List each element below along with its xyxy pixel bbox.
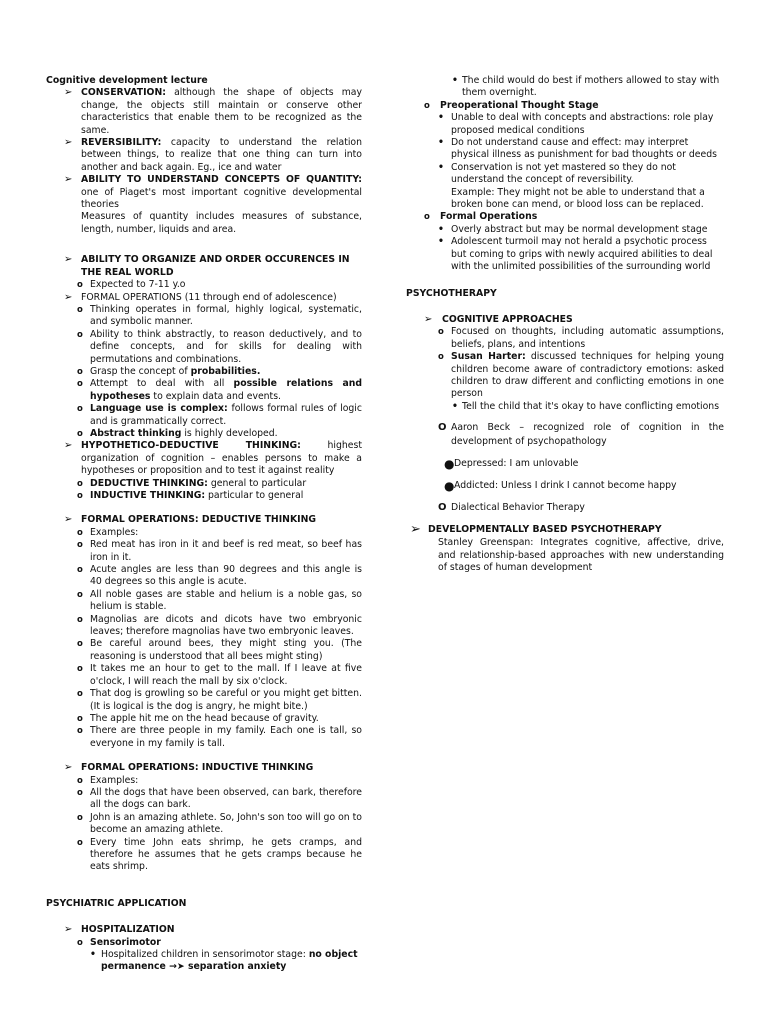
list-item: o Examples: [77,774,139,786]
circle-bullet-icon: o [77,527,83,538]
arrow-bullet-icon: ➢ [64,762,73,774]
dot-bullet-icon: • [452,75,458,86]
right-arrow-icon: →➤ [169,961,185,973]
circle-bullet-icon: o [77,366,83,377]
circle-bullet-icon: O [438,502,447,514]
preop-example: Example: They might not be able to understand that a broken bone can mend, or blood loss can be replaced. [451,186,705,211]
hypothetico-item: ➢ HYPOTHETICO-DEDUCTIVE THINKING: highest organization of cognition – enables persons to make a hypotheses or proposition and to test it against reality [64,440,362,477]
deductive-list [46,527,362,750]
arrow-bullet-icon: ➢ [64,291,73,303]
list-item: o Acute angles are less than 90 degrees and this angle is 40 degrees so this angle is acute. [77,564,362,588]
list-item: o That dog is growling so be careful or you might get bitten. (It is logical is the dog is angry, he might bite.) [77,688,362,712]
cognitive-approaches-heading: ➢ COGNITIVE APPROACHES [424,313,573,325]
list-item: o There are three people in my family. Each one is tall, so everyone in my family is tall. [77,725,362,749]
psychiatric-heading: PSYCHIATRIC APPLICATION [46,897,187,909]
circle-bullet-icon: o [77,379,83,390]
formal-ops-heading: ➢ FORMAL OPERATIONS (11 through end of adolescence) [64,291,337,303]
preop-heading: o Preoperational Thought Stage [424,99,599,111]
circle-bullet-icon: o [77,565,83,576]
list-item: o Red meat has iron in it and beef is red meat, so beef has iron in it. [77,539,362,563]
developmental-heading: ➢ DEVELOPMENTALLY BASED PSYCHOTHERAPY [410,522,662,538]
circle-bullet-icon: o [77,478,83,489]
formal-bullet: • Overly abstract but may be normal development stage [438,223,708,235]
arrow-bullet-icon: ➢ [64,924,73,936]
formal-ops-item: o Language use is complex: follows formal rules of logic and is grammatically correct. [77,403,362,427]
circle-bullet-icon: o [77,775,83,786]
right-column [406,75,724,574]
reversibility-item: ➢ REVERSIBILITY: capacity to understand the relation between things, to realize that one thing can turn into another and back again. Eg., ice and water [64,137,362,173]
left-column [46,75,362,974]
developmental-text: Stanley Greenspan: Integrates cognitive, affective, drive, and relationship-based approaches with new understanding of stages of human development [438,537,724,573]
preop-bullet: • Do not understand cause and effect: may interpret physical illness as punishment for bad thoughts or deeds [438,137,717,161]
preop-bullet: • Conservation is not yet mastered so they do not understand the concept of reversibility. [438,161,676,186]
organize-heading: ➢ ABILITY TO ORGANIZE AND ORDER OCCURENCES IN THE REAL WORLD [64,254,350,278]
inductive-list [46,775,362,874]
formal-heading: o Formal Operations [424,211,538,223]
arrow-bullet-icon: ➢ [64,87,73,99]
hospitalization-heading: ➢ HOSPITALIZATION [64,924,175,936]
list-item: o Magnolias are dicots and dicots have two embryonic leaves; therefore magnolias have two embryonic leaves. [77,613,362,638]
circle-bullet-icon: o [438,352,444,363]
arrow-bullet-icon: ➢ [424,313,433,325]
circle-bullet-icon: o [77,664,83,675]
lecture-title: Cognitive development lecture [46,75,208,86]
cognitive-item: o Susan Harter: discussed techniques for helping young children become aware of contradictory emotions: asked children to draw different and conflicting emotions in one person [438,351,724,400]
circle-bullet-icon: o [424,100,430,111]
dot-bullet-icon: • [438,112,444,124]
sensorimotor-bullet: • Hospitalized children in sensorimotor stage: no object permanence →➤ separation anxiety [90,949,358,973]
inductive-thinking-item: o INDUCTIVE THINKING: particular to general [77,490,304,501]
dot-bullet-icon: • [438,137,444,149]
dot-bullet-icon: • [438,236,444,248]
preop-bullet: • Unable to deal with concepts and abstractions: role play proposed medical conditions [438,112,714,136]
beck-bullet: ● Depressed: I am unlovable [444,457,579,472]
psychotherapy-heading: PSYCHOTHERAPY [406,287,497,299]
circle-bullet-icon: o [77,404,83,415]
quantity-item: ➢ ABILITY TO UNDERSTAND CONCEPTS OF QUANTITY: one of Piaget's most important cognitive developmental theories Measures of quantity includes measures of substance, length, number, liquids and area. [64,174,362,235]
conservation-item: ➢ CONSERVATION: although the shape of objects may change, the objects still maintain or conserve other characteristics that enable them to be recognized as the same. [64,87,362,136]
formal-ops-item: o Thinking operates in formal, highly logical, systematic, and symbolic manner. [77,303,362,328]
arrow-bullet-icon: ➢ [64,254,73,266]
dot-bullet-icon: • [438,223,444,235]
formal-ops-item: o Attempt to deal with all possible relations and hypotheses to explain data and events. [77,378,362,402]
dot-bullet-icon: • [90,949,96,960]
list-item: o The apple hit me on the head because of gravity. [77,712,319,724]
quantity-measures: Measures of quantity includes measures of substance, length, number, liquids and area. [81,211,362,235]
dot-bullet-icon: • [452,400,458,412]
circle-bullet-icon: O [438,422,447,434]
circle-bullet-icon: o [77,589,83,600]
circle-bullet-icon: o [77,689,83,700]
arrow-bullet-icon: ➢ [64,137,73,149]
arrow-bullet-icon: ➢ [64,440,73,452]
list-item: o John is an amazing athlete. So, John's son too will go on to become an amazing athlete. [77,811,362,836]
list-item: o Every time John eats shrimp, he gets cramps, and therefore he assumes that he gets cramps because he eats shrimp. [77,836,362,873]
inductive-heading: ➢ FORMAL OPERATIONS: INDUCTIVE THINKING [64,762,314,774]
formal-bullet: • Adolescent turmoil may not herald a psychotic process but coming to grips with newly acquired abilities to deal with the unlimited possibilities of the surrounding world [438,236,713,273]
circle-bullet-icon: o [77,491,83,501]
organize-expected: o Expected to 7-11 y.o [77,279,186,291]
circle-bullet-icon: o [77,280,83,291]
circle-bullet-icon: o [77,787,83,798]
beck-bullet: ● Addicted: Unless I drink I cannot become happy [444,479,677,494]
list-item: o All noble gases are stable and helium is a noble gas, so helium is stable. [77,588,362,613]
formal-ops-item: o Grasp the concept of probabilities. [77,365,261,377]
circle-bullet-icon: o [77,837,83,848]
arrow-bullet-icon: ➢ [64,514,73,526]
circle-bullet-icon: o [424,212,430,223]
cognitive-item: o Focused on thoughts, including automatic assumptions, beliefs, plans, and intentions [438,326,724,350]
sensorimotor-heading: o Sensorimotor [77,936,161,948]
formal-ops-item: o Abstract thinking is highly developed. [77,427,278,439]
circle-bullet-icon: o [77,937,83,948]
circle-bullet-icon: o [77,726,83,737]
list-item: o It takes me an hour to get to the mall. If I leave at five o'clock, I will reach the mall by six o'clock. [77,663,362,687]
deductive-heading: ➢ FORMAL OPERATIONS: DEDUCTIVE THINKING [64,514,317,526]
list-item: o Be careful around bees, they might sting you. (The reasoning is understood that all bees might sting) [77,638,362,662]
deductive-thinking-item: o DEDUCTIVE THINKING: general to particular [77,477,307,489]
circle-bullet-icon: o [77,639,83,650]
harter-bullet: • Tell the child that it's okay to have conflicting emotions [452,400,720,412]
circle-bullet-icon: o [77,428,83,439]
circle-bullet-icon: o [77,329,83,340]
arrow-bullet-icon: ➢ [410,522,421,538]
circle-bullet-icon: o [438,327,444,338]
dot-bullet-icon: ● [444,457,455,472]
circle-bullet-icon: o [77,713,83,724]
arrow-bullet-icon: ➢ [64,174,73,186]
circle-bullet-icon: o [77,540,83,551]
dbt-item: O Dialectical Behavior Therapy [438,502,585,514]
list-item: o All the dogs that have been observed, can bark, therefore all the dogs can bark. [77,786,362,811]
beck-item: O Aaron Beck – recognized role of cognition in the development of psychopathology [438,422,724,448]
circle-bullet-icon: o [77,304,83,315]
dot-bullet-icon: • [438,161,444,173]
list-item: o Examples: [77,526,139,538]
circle-bullet-icon: o [77,614,83,625]
stay-bullet: • The child would do best if mothers allowed to stay with them overnight. [452,75,720,99]
formal-ops-item: o Ability to think abstractly, to reason deductively, and to define concepts, and for skills for dealing with permutations and combinations. [77,328,362,365]
dot-bullet-icon: ● [444,479,455,494]
circle-bullet-icon: o [77,812,83,823]
